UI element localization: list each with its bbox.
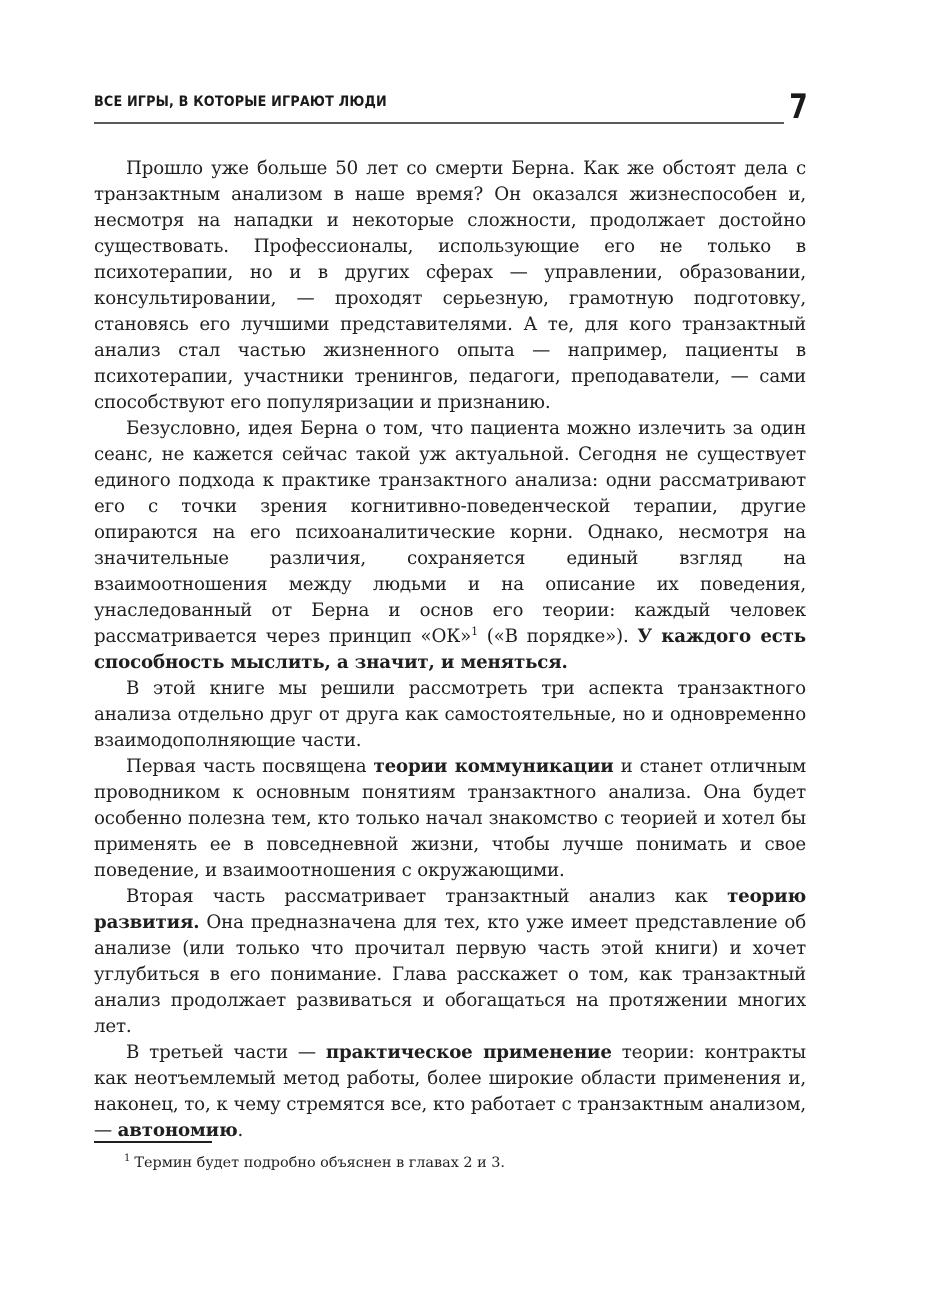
- footnote-marker: 1: [124, 1153, 131, 1164]
- footnote: [124, 1153, 804, 1173]
- paragraph-6-emphasis-2: автономию: [117, 1120, 238, 1141]
- paragraph-6-text-end: .: [237, 1120, 244, 1141]
- paragraph-3-text: В этой книге мы решили рассмотреть три аспекта транзактного анализа отдельно друг от друга как самостоятельные, но и одновременно взаимодополняющие части.: [94, 678, 806, 751]
- page-header: [94, 88, 814, 132]
- paragraph-2: [94, 416, 806, 676]
- paragraph-4-emphasis: теории коммуникации: [373, 756, 614, 777]
- paragraph-3: [94, 676, 806, 754]
- paragraph-2-text-cont: («В порядке»).: [477, 626, 638, 647]
- paragraph-4-text-cont: и станет отличным проводником к основным понятиям транзактного анализа. Она будет особенно полезна тем, кто только начал знакомство с теорией и хотел бы применять ее в повседневной жизни, чтобы лучше понимать и свое поведение, и взаимоотношения с окружающими.: [94, 756, 807, 881]
- paragraph-5-text-cont: Она предназначена для тех, кто уже имеет представление об анализе (или только что прочитал первую часть этой книги) и хочет углубиться в его понимание. Глава расскажет о том, как транзактный анализ продолжает развиваться и обогащаться на протяжении многих лет.: [94, 912, 806, 1037]
- paragraph-1: [94, 156, 806, 416]
- paragraph-6-emphasis-1: практическое применение: [325, 1042, 612, 1063]
- paragraph-4-text: Первая часть посвящена: [126, 756, 374, 777]
- footnote-rule: [94, 1141, 212, 1143]
- paragraph-6-text-cont: теории: контракты как неотъемлемый метод работы, более широкие области применения и, наконец, то, к чему стремятся все, кто работает с транзактным анализом, —: [94, 1042, 806, 1141]
- paragraph-5: [94, 884, 806, 1040]
- footnote-reference: 1: [471, 625, 478, 638]
- paragraph-2-text: Безусловно, идея Берна о том, что пациента можно излечить за один сеанс, не кажется сейчас такой уж актуальной. Сегодня не существует единого подхода к практике транзактного анализа: одни рассматривают его с точки зрения когнитивно-поведенческой терапии, другие опираются на его психоаналитические корни. Однако, несмотря на значительные различия, сохраняется единый взгляд на взаимоотношения между людьми и на описание их поведения, унаследованный от Берна и основ его теории: каждый человек рассматривается через принцип «ОК»: [94, 418, 806, 647]
- paragraph-5-emphasis: теорию развития.: [94, 886, 806, 933]
- footnote-text: Термин будет подробно объяснен в главах 2 и 3.: [134, 1155, 506, 1171]
- paragraph-4: [94, 754, 806, 884]
- running-title: ВСЕ ИГРЫ, В КОТОРЫЕ ИГРАЮТ ЛЮДИ: [94, 94, 387, 110]
- main-text: [94, 156, 806, 1144]
- paragraph-5-text: Вторая часть рассматривает транзактный анализ как: [126, 886, 728, 907]
- paragraph-2-emphasis: У каждого есть способность мыслить, а значит, и меняться.: [94, 626, 806, 673]
- paragraph-6: [94, 1040, 806, 1144]
- header-rule: [94, 122, 784, 124]
- paragraph-1-text: Прошло уже больше 50 лет со смерти Берна. Как же обстоят дела с транзактным анализом в наше время? Он оказался жизнеспособен и, несмотря на нападки и некоторые сложности, продолжает достойно существовать. Профессионалы, использующие его не только в психотерапии, но и в других сферах — управлении, образовании, консультировании, — проходят серьезную, грамотную подготовку, становясь его лучшими представителями. А те, для кого транзактный анализ стал частью жизненного опыта — например, пациенты в психотерапии, участники тренингов, педагоги, преподаватели, — сами способствуют его популяризации и признанию.: [94, 158, 806, 413]
- paragraph-6-text: В третьей части —: [126, 1042, 326, 1063]
- page-number: 7: [789, 87, 808, 127]
